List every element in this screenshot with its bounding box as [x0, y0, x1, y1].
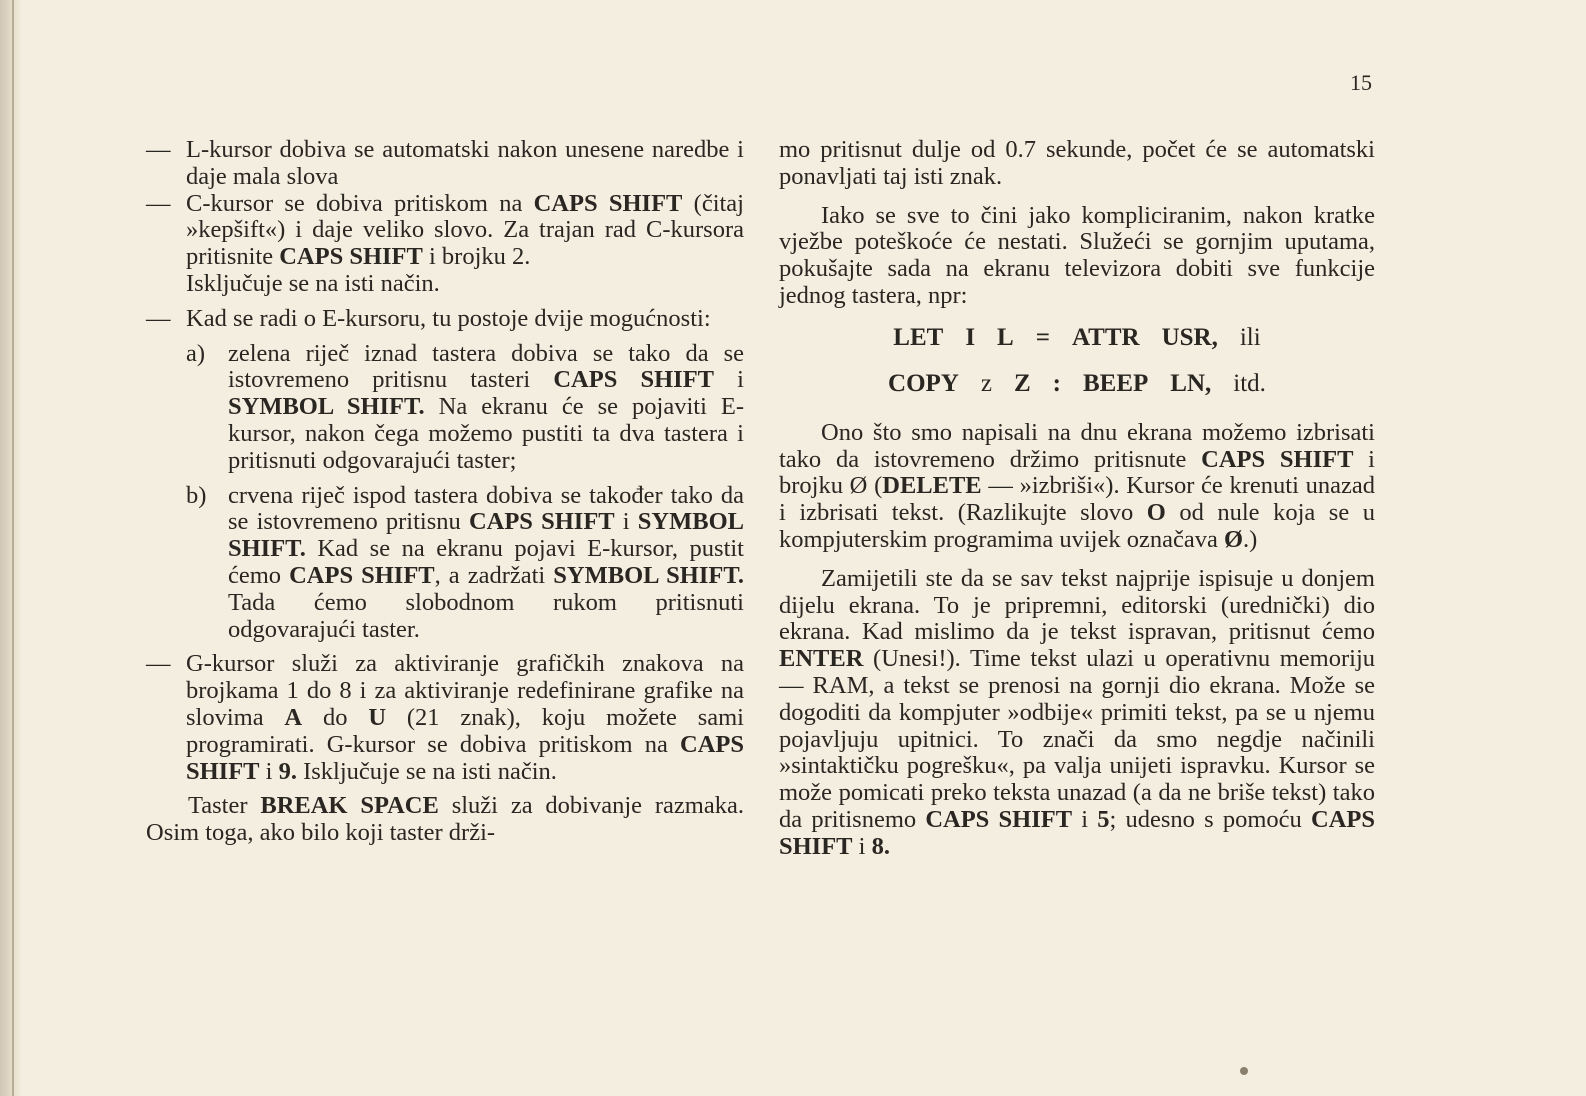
- sub-item-b: [186, 483, 744, 644]
- text-run: i: [1072, 805, 1098, 833]
- text-run: Tada ćemo slobodnom rukom pritisnuti odgovarajući taster.: [228, 588, 744, 643]
- list-dash: —: [146, 650, 171, 678]
- key-name: CAPS SHIFT: [779, 805, 1375, 860]
- text-run: do: [302, 703, 369, 731]
- key-name: BREAK SPACE: [260, 792, 439, 820]
- list-item-e-cursor: [146, 306, 744, 333]
- right-column: [779, 137, 1375, 861]
- command-token: LN,: [1170, 370, 1212, 398]
- paper-speck: [1240, 1067, 1248, 1075]
- key-name: CAPS SHIFT: [279, 243, 423, 271]
- command-token: COPY: [888, 370, 959, 398]
- key-name: CAPS SHIFT: [553, 366, 715, 394]
- sub-label: b): [186, 481, 207, 509]
- list-dash: —: [146, 304, 171, 332]
- key-name: SYMBOL SHIFT.: [228, 393, 425, 421]
- list-dash: —: [146, 136, 171, 163]
- text-run: i: [852, 832, 872, 860]
- command-token: :: [1052, 370, 1061, 398]
- command-token: Z: [1013, 370, 1031, 398]
- key-name: CAPS SHIFT: [289, 561, 435, 589]
- key-name: 8.: [871, 832, 890, 860]
- command-token: L: [997, 324, 1014, 352]
- list-item-text: L-kursor dobiva se automatski nakon unesene naredbe i daje mala slova: [186, 136, 744, 190]
- sub-item-a: [186, 341, 744, 475]
- paragraph-editor: [779, 566, 1375, 861]
- list-item-g-cursor: [146, 651, 744, 785]
- key-name: CAPS SHIFT: [1201, 445, 1354, 473]
- text-run: — »izbriši«). Kursor će krenuti unazad i izbrisati tekst. (Razlikujte slovo: [779, 472, 1375, 527]
- command-token: ili: [1239, 324, 1261, 352]
- text-run: ; udesno s pomoću: [1109, 805, 1312, 833]
- key-name: CAPS SHIFT: [468, 508, 615, 536]
- book-spine-shadow: [0, 0, 22, 1096]
- key-name: CAPS SHIFT: [925, 805, 1073, 833]
- text-run: i: [614, 508, 638, 536]
- sub-item-text: [228, 341, 744, 475]
- key-name: CAPS SHIFT: [533, 189, 683, 217]
- text-run: i brojku 2.: [422, 243, 531, 271]
- key-name: SYMBOL SHIFT.: [228, 508, 744, 563]
- left-column: [146, 137, 744, 847]
- command-token: LET: [893, 324, 944, 352]
- list-dash: —: [146, 189, 171, 217]
- paragraph-break-space: [146, 793, 744, 847]
- key-name: 9.: [278, 757, 297, 785]
- text-run: Kad se na ekranu pojavi E-kursor, pustit ćemo: [228, 535, 744, 589]
- sub-label: a): [186, 339, 206, 367]
- list-item-l-cursor: [146, 137, 744, 191]
- paragraph-practice: Iako se sve to čini jako kompliciranim, nakon kratke vježbe poteškoće će nestati. Služeći se gornjim uputama, pokušajte sada na ekranu televizora dobiti sve funkcije jednog tastera, npr:: [779, 201, 1375, 309]
- text-run: Taster: [188, 792, 261, 820]
- text-run: .): [1243, 525, 1258, 553]
- text-run: i: [714, 366, 744, 394]
- command-token: USR,: [1161, 324, 1218, 352]
- list-item-c-cursor: [146, 191, 744, 298]
- book-spine-fold: [12, 0, 14, 1096]
- text-run: (Unesi!). Time tekst ulazi u operativnu memoriju — RAM, a tekst se prenosi na gornji dio ekrana. Može se dogoditi da kompjuter »odbije« primiti tekst, pa se u njemu pojavljuju upitnici. To znači da smo negdje načinili »sintaktičku pogrešku«, pa valja unijeti ispravku. Kursor se može pomicati preko teksta unazad (a da ne briše tekst) tako da pritisnemo: [779, 645, 1375, 833]
- text-run: (čitaj »kepšift«) i daje veliko slovo. Za trajan rad C-kursora pritisnite: [186, 189, 744, 271]
- key-name: O: [1146, 499, 1166, 527]
- key-name: A: [284, 703, 303, 731]
- key-name: CAPS SHIFT: [186, 730, 744, 785]
- key-name: U: [368, 703, 387, 731]
- command-token: itd.: [1233, 370, 1266, 398]
- text-run: zelena riječ iznad tastera dobiva se tako da se istovremeno pritisnu tasteri: [228, 339, 744, 394]
- list-item-text: [186, 191, 744, 298]
- text-run: Zamijetili ste da se sav tekst najprije ispisuje u donjem dijelu ekrana. To je pripremni, editorski (urednički) dio ekrana. Kad mislimo da je tekst ispravan, pritisnut ćemo: [779, 564, 1375, 646]
- text-run: služi za dobivanje razmaka. Osim toga, ako bilo koji taster drži-: [146, 792, 744, 847]
- key-name: Ø: [1223, 525, 1244, 553]
- paragraph-continued: mo pritisnut dulje od 0.7 sekunde, počet će se automatski ponavljati taj isti znak.: [779, 136, 1375, 190]
- text-run: , a zadržati: [434, 561, 554, 589]
- text-run: C-kursor se dobiva pritiskom na: [186, 189, 534, 217]
- text-run: G-kursor služi za aktiviranje grafičkih znakova na brojkama 1 do 8 i za aktiviranje redefinirane grafike na slovima: [186, 650, 744, 731]
- spacer: [779, 191, 1375, 203]
- text-run: Ono što smo napisali na dnu ekrana možemo izbrisati tako da istovremeno držimo pritisnute: [779, 418, 1375, 473]
- list-item-text: Kad se radi o E-kursoru, tu postoje dvije mogućnosti:: [186, 304, 711, 332]
- command-token: z: [980, 370, 992, 398]
- text-run: Na ekranu će se pojaviti E-kursor, nakon čega možemo pustiti ta dva tastera i pritisnuti odgovarajući taster;: [228, 393, 745, 474]
- command-token: BEEP: [1083, 370, 1149, 398]
- command-token: I: [965, 324, 976, 352]
- key-name: ENTER: [779, 645, 864, 673]
- paragraph-delete: [779, 420, 1375, 554]
- command-token: =: [1035, 324, 1050, 352]
- sub-item-text: [228, 483, 744, 644]
- key-name: DELETE: [882, 472, 982, 500]
- text-run: Isključuje se na isti način.: [296, 757, 557, 785]
- text-line: Isključuje se na isti način.: [186, 269, 440, 297]
- text-run: i: [259, 757, 279, 785]
- text-run: crvena riječ ispod tastera dobiva se također tako da se istovremeno pritisnu: [228, 481, 744, 536]
- page-number: 15: [1350, 70, 1372, 95]
- list-item-text: [186, 651, 744, 785]
- key-name: 5: [1097, 805, 1110, 833]
- text-run: i brojku Ø (: [779, 445, 1375, 500]
- command-example-row-2: [779, 362, 1375, 408]
- command-example-row-1: [779, 316, 1375, 362]
- command-token: ATTR: [1071, 324, 1140, 352]
- key-name: SYMBOL SHIFT.: [553, 561, 744, 589]
- text-run: od nule koja se u kompjuterskim programima uvijek označava: [779, 499, 1375, 553]
- text-run: (21 znak), koju možete sami programirati. G-kursor se dobiva pritiskom na: [186, 703, 744, 758]
